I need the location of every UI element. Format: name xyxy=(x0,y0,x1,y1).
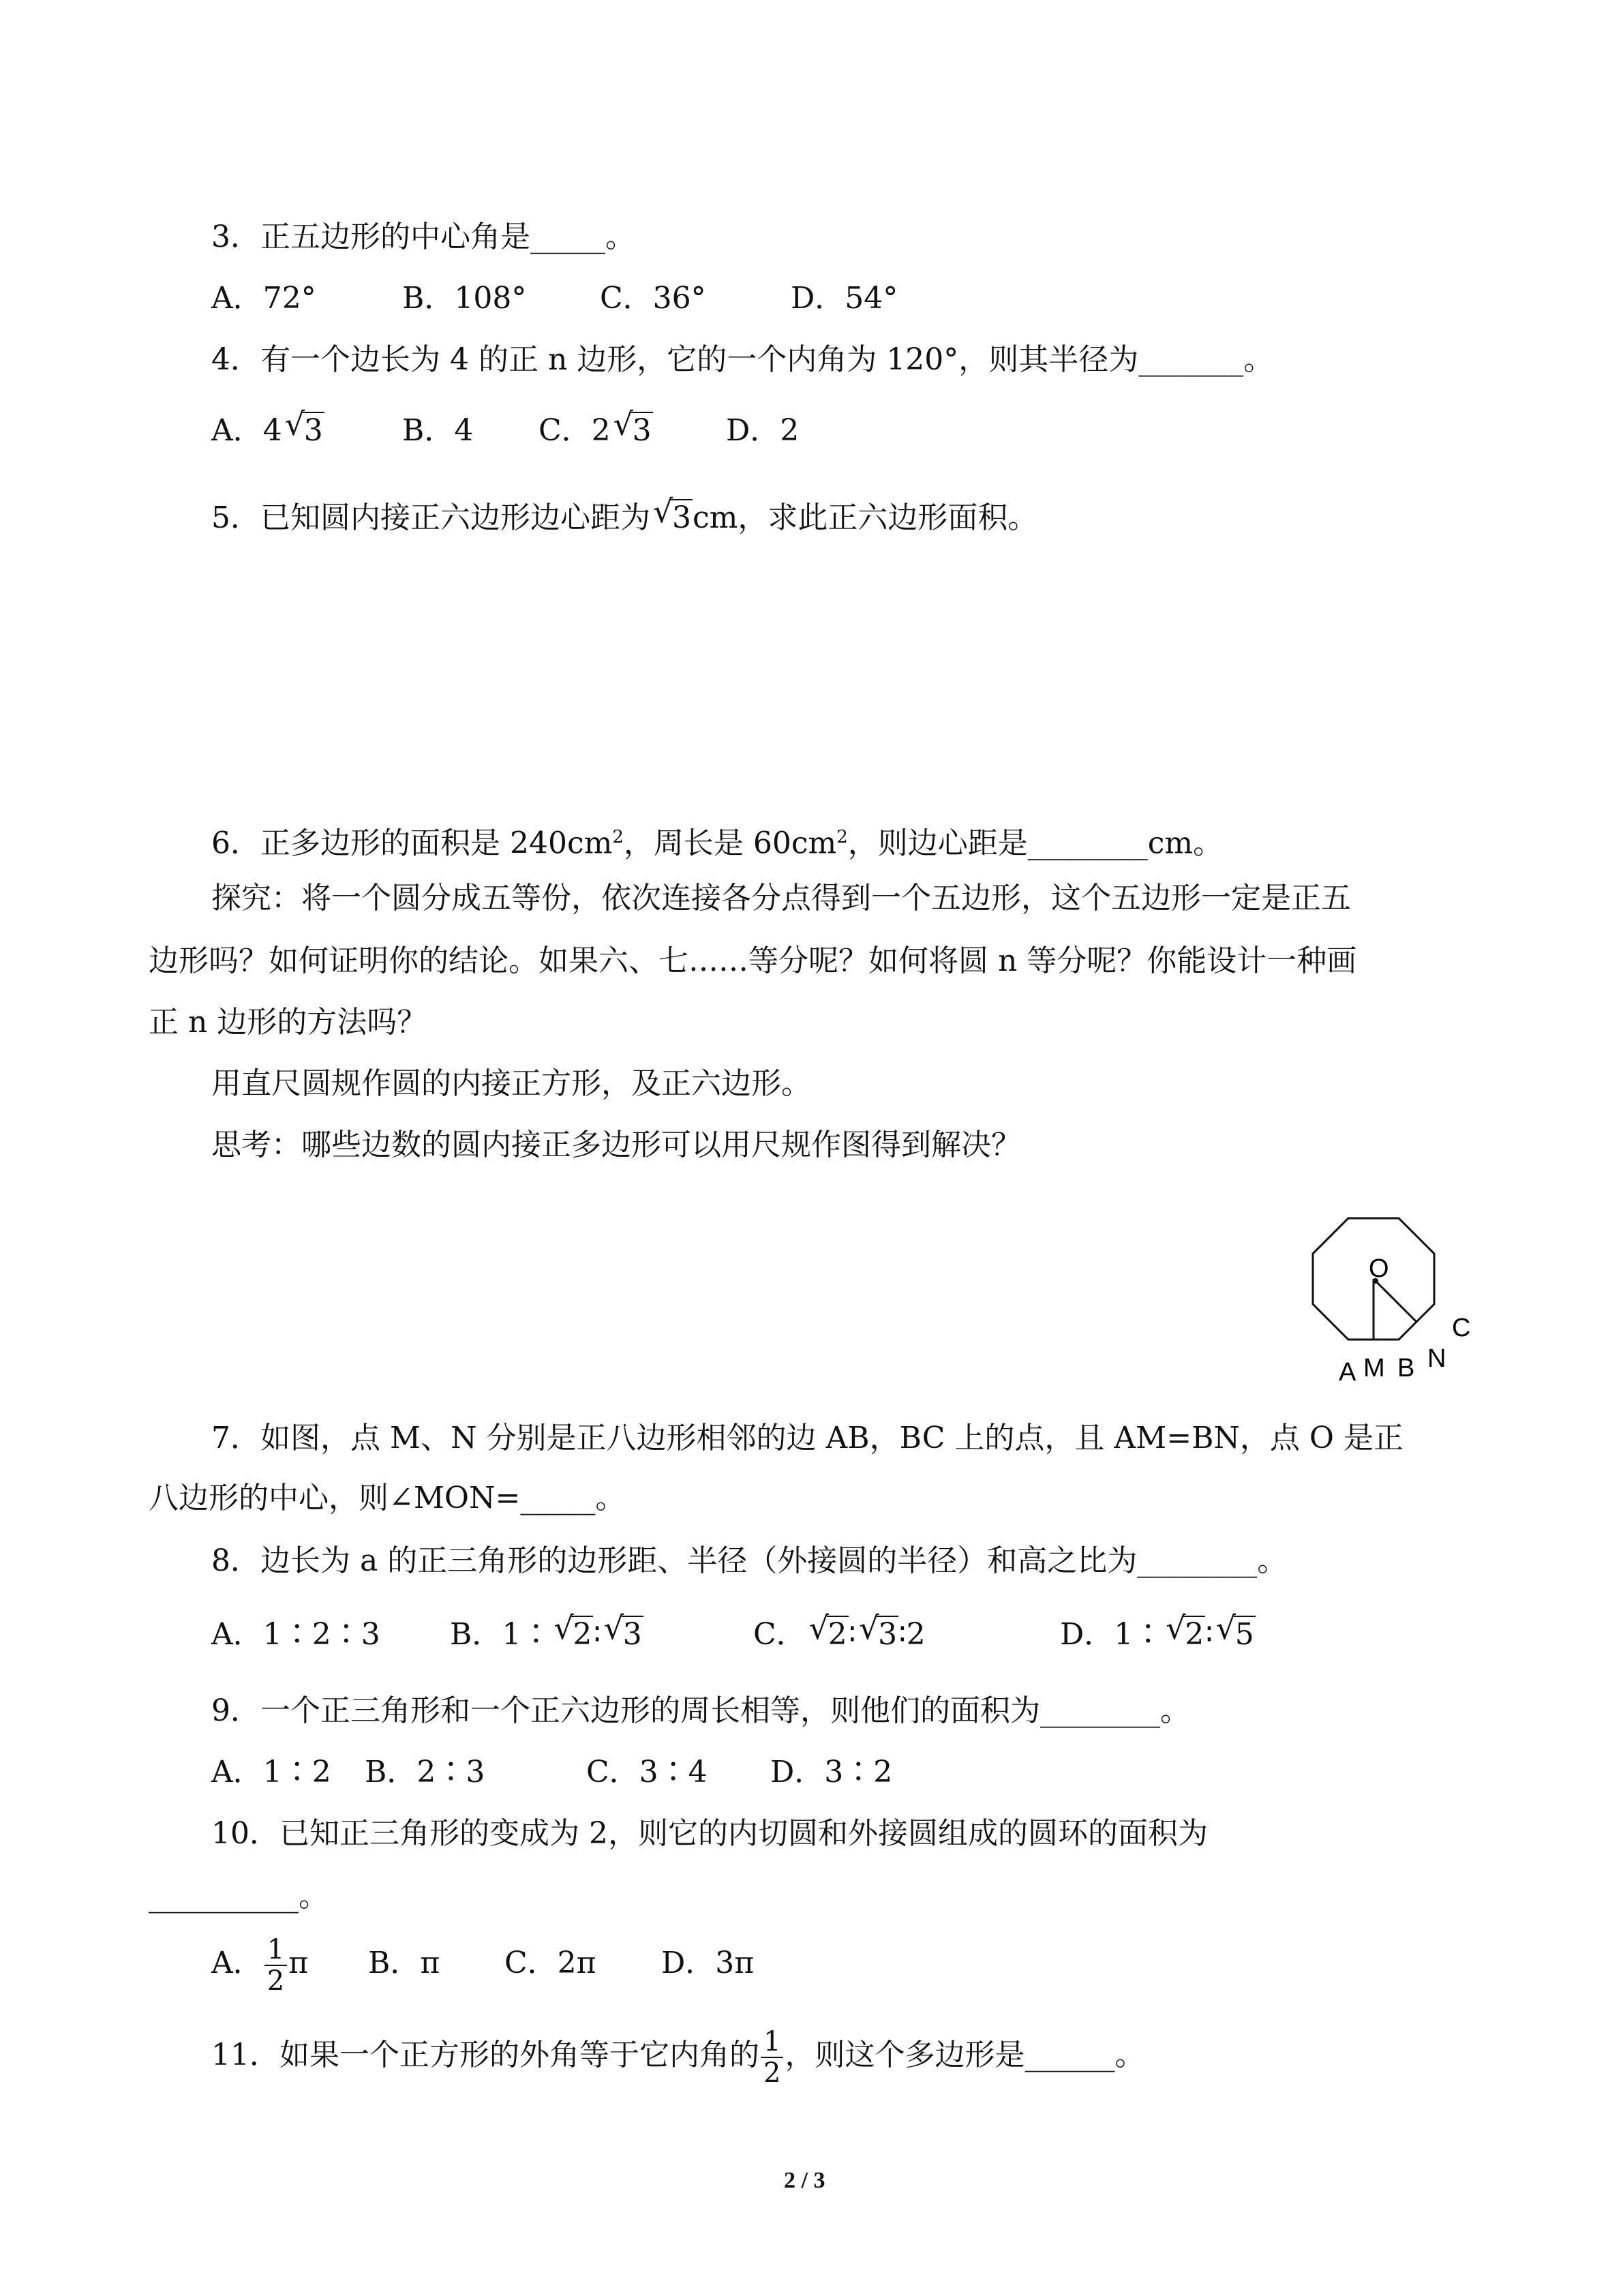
q6-superscript-1: 2 xyxy=(612,827,624,847)
sqrt-symbol xyxy=(285,410,324,451)
q11-text xyxy=(211,2018,1144,2093)
q10-option-c: C．2π xyxy=(504,1946,596,1980)
explore-line-2: 边形吗？如何证明你的结论。如果六、七……等分呢？如何将圆 n 等分呢？你能设计一种画 xyxy=(149,943,1357,978)
q9-option-b: B．2∶3 xyxy=(365,1755,485,1789)
fraction xyxy=(761,2027,783,2088)
q4-option-b: B．4 xyxy=(402,413,474,448)
q8-option-c xyxy=(753,1614,926,1655)
q7-line-2: 八边形的中心，则∠MON=_____。 xyxy=(149,1481,626,1515)
sqrt-symbol xyxy=(1166,1614,1205,1655)
q8-option-b-radicand-2: 3 xyxy=(622,1617,642,1652)
q8-option-c-prefix: C． xyxy=(753,1617,806,1652)
q3-option-a: A．72° xyxy=(211,281,316,316)
explore-line-1: 探究：将一个圆分成五等份，依次连接各分点得到一个五边形，这个五边形一定是正五 xyxy=(211,881,1351,916)
q6-middle: ，周长是 60cm xyxy=(623,826,837,861)
q4-option-c-prefix: C．2 xyxy=(539,413,611,448)
sqrt-symbol xyxy=(613,410,653,451)
label-o: O xyxy=(1369,1254,1389,1283)
q3-option-b: B．108° xyxy=(402,281,527,316)
q8-option-d-prefix: D．1∶ xyxy=(1060,1617,1164,1652)
q9-option-d: D．3∶2 xyxy=(770,1755,893,1789)
q4-option-a xyxy=(211,410,324,451)
q6-text xyxy=(211,817,1223,864)
fraction xyxy=(264,1935,287,1996)
sqrt-symbol xyxy=(859,1614,898,1655)
q3-option-d: D．54° xyxy=(791,281,898,316)
q4-text: 4．有一个边长为 4 的正 n 边形，它的一个内角为 120°，则其半径为_______。 xyxy=(211,342,1274,377)
q9-option-a: A．1∶2 xyxy=(211,1755,331,1789)
q4-option-d: D．2 xyxy=(726,413,800,448)
q9-option-c: C．3∶4 xyxy=(586,1755,708,1789)
fraction-denominator: 2 xyxy=(267,1965,285,1997)
q6-suffix: ，则边心距是________cm。 xyxy=(847,826,1224,861)
label-a: A xyxy=(1339,1358,1356,1387)
label-n: N xyxy=(1427,1344,1446,1373)
q10-option-a-prefix: A． xyxy=(211,1946,263,1980)
q4-option-c-radicand: 3 xyxy=(632,413,652,448)
q10-line-2: __________。 xyxy=(149,1879,329,1914)
explore-line-3: 正 n 边形的方法吗？ xyxy=(149,1005,427,1040)
explore-line-4: 用直尺圆规作圆的内接正方形，及正六边形。 xyxy=(211,1066,811,1101)
octagon-figure xyxy=(1295,1210,1500,1408)
sqrt-symbol xyxy=(604,1614,643,1655)
q10-option-b: B．π xyxy=(368,1946,440,1980)
q8-option-b-separator: ∶ xyxy=(593,1617,601,1652)
label-c: C xyxy=(1452,1314,1471,1342)
page-number: 2 / 3 xyxy=(784,2168,825,2193)
q5-text xyxy=(211,498,1037,539)
q8-option-b-prefix: B．1∶ xyxy=(450,1617,551,1652)
q3-option-c: C．36° xyxy=(600,281,706,316)
fraction-numerator: 1 xyxy=(761,2027,783,2058)
q6-superscript-2: 2 xyxy=(836,827,848,847)
sqrt-symbol xyxy=(1216,1614,1256,1655)
q8-option-b-radicand-1: 2 xyxy=(573,1617,592,1652)
q3-text: 3．正五边形的中心角是_____。 xyxy=(211,220,635,254)
q8-option-c-radicand-2: 3 xyxy=(878,1617,898,1652)
sqrt-symbol xyxy=(553,1614,593,1655)
q4-option-c xyxy=(539,410,653,451)
q5-radicand: 3 xyxy=(672,500,691,535)
sqrt-symbol xyxy=(653,498,693,539)
q8-option-b xyxy=(450,1614,643,1655)
q8-option-c-suffix: ∶2 xyxy=(898,1617,926,1652)
segment-on xyxy=(1374,1279,1416,1322)
q10-option-a xyxy=(211,1929,308,1997)
q8-text: 8．边长为 a 的正三角形的边形距、半径（外接圆的半径）和高之比为________。 xyxy=(211,1543,1288,1578)
label-b: B xyxy=(1397,1354,1415,1383)
q7-line-1: 7．如图，点 M、N 分别是正八边形相邻的边 AB，BC 上的点，且 AM=BN，点 O 是正 xyxy=(211,1421,1404,1455)
fraction-numerator: 1 xyxy=(264,1935,287,1966)
q5-suffix: cm，求此正六边形面积。 xyxy=(693,500,1038,535)
explore-line-5: 思考：哪些边数的圆内接正多边形可以用尺规作图得到解决？ xyxy=(211,1128,1021,1162)
sqrt-symbol xyxy=(809,1614,849,1655)
q11-prefix: 11．如果一个正方形的外角等于它内角的 xyxy=(211,2038,759,2072)
q8-option-c-separator: ∶ xyxy=(848,1617,857,1652)
q8-option-d-radicand-1: 2 xyxy=(1185,1617,1204,1652)
q8-option-c-radicand-1: 2 xyxy=(828,1617,847,1652)
label-m: M xyxy=(1363,1354,1385,1383)
q9-text: 9．一个正三角形和一个正六边形的周长相等，则他们的面积为________。 xyxy=(211,1693,1190,1728)
q8-option-a: A．1∶2∶3 xyxy=(211,1617,380,1652)
q10-option-a-suffix: π xyxy=(288,1946,309,1980)
q6-prefix: 6．正多边形的面积是 240cm xyxy=(211,826,613,861)
q10-line-1: 10．已知正三角形的变成为 2，则它的内切圆和外接圆组成的圆环的面积为 xyxy=(211,1816,1208,1851)
fraction-denominator: 2 xyxy=(763,2057,781,2089)
q8-option-d-radicand-2: 5 xyxy=(1234,1617,1254,1652)
q8-option-d xyxy=(1060,1614,1256,1655)
q11-suffix: ，则这个多边形是______。 xyxy=(785,2038,1145,2072)
q4-option-a-radicand: 3 xyxy=(303,413,323,448)
q5-prefix: 5．已知圆内接正六边形边心距为 xyxy=(211,500,650,535)
q10-option-d: D．3π xyxy=(661,1946,755,1980)
q8-option-d-separator: ∶ xyxy=(1205,1617,1213,1652)
q4-option-a-prefix: A．4 xyxy=(211,413,282,448)
